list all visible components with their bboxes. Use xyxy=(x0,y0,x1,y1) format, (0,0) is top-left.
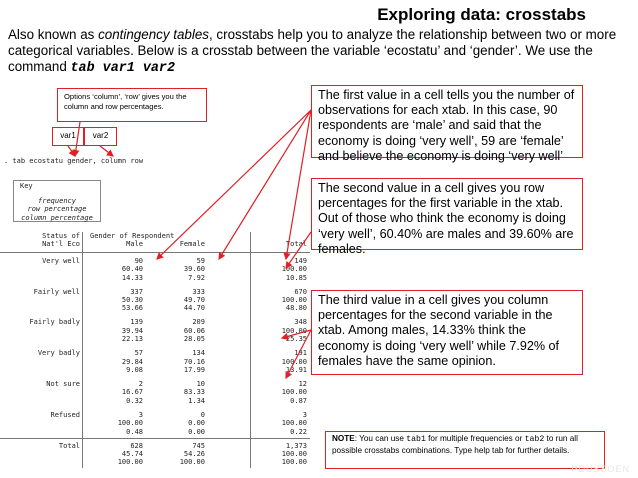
crosstab-cell: 45.74 xyxy=(121,450,143,458)
crosstab-cell: 10 xyxy=(196,380,205,388)
crosstab-cell: 10.85 xyxy=(285,273,307,282)
crosstab-cell: 100.00 xyxy=(281,357,307,366)
crosstab-cell: 2 xyxy=(138,380,143,388)
crosstab-cell: 14.33 xyxy=(121,273,143,282)
crosstab-cell: 100.00 xyxy=(281,458,307,467)
page-title: Exploring data: crosstabs xyxy=(377,5,586,24)
crosstab-cell: 134 xyxy=(192,349,205,358)
crosstab-cell: 90 xyxy=(134,256,143,265)
key-column-percentage: column percentage xyxy=(21,213,93,222)
options-arrow xyxy=(75,122,80,156)
crosstab-cell: 9.08 xyxy=(126,366,143,374)
crosstab-cell: 139 xyxy=(130,318,143,327)
crosstab-cell: Very well xyxy=(42,256,80,265)
callout-column-percentage: The third value in a cell gives you column percentages for the second variable in the xtab. Among males, 14.33% think the economy is doing ‘very well’ while 7.92% of females have the same opinion. xyxy=(311,290,583,375)
crosstab-cell: 70.16 xyxy=(183,357,205,366)
crosstab-cell: 670 xyxy=(294,287,307,296)
note-box xyxy=(325,431,605,469)
crosstab-cell: 28.05 xyxy=(183,335,205,344)
crosstab-cell: 60.40 xyxy=(121,265,143,274)
callout-frequency: The first value in a cell tells you the number of observations for each xtab. In this case, 90 respondents are ‘male’ and said that the economy is doing ‘very well’, 59 are ‘female’ and believe the economy is doing ‘very well’ xyxy=(311,85,583,158)
crosstab-cell: 0.32 xyxy=(126,396,143,405)
crosstab-cell: 100.00 xyxy=(281,388,307,397)
crosstab-cell: Female xyxy=(179,240,205,249)
crosstab-cell: 12 xyxy=(298,380,307,388)
crosstab-cell: 54.26 xyxy=(183,450,205,458)
crosstab-cell: 25.35 xyxy=(285,335,307,344)
callout-row-percentage: The second value in a cell gives you row percentages for the first variable in the xtab. Out of those who think the economy is doing ‘very well’, 60.40% are males and 39.60% are females. xyxy=(311,178,583,250)
crosstab-cell: Fairly badly xyxy=(29,318,80,327)
crosstab-cell: 100.00 xyxy=(281,419,307,428)
crosstab-cell: 39.60 xyxy=(183,265,205,274)
crosstab-cell: 100.00 xyxy=(281,326,307,335)
note-tab1-code: tab1 xyxy=(406,435,426,444)
crosstab-cell: Very badly xyxy=(37,349,80,358)
var1-arrow xyxy=(68,146,75,156)
intro-command: tab var1 var2 xyxy=(70,61,175,76)
colpct-arrow xyxy=(282,330,311,338)
crosstab-cell: 49.70 xyxy=(183,296,205,304)
crosstab-cell: 1,373 xyxy=(285,441,307,450)
crosstab-cell: Total xyxy=(285,240,307,249)
colpct-arrow-2 xyxy=(286,330,311,378)
crosstab-cell: 3 xyxy=(302,410,307,419)
crosstab-cell: Status of xyxy=(42,232,80,240)
crosstab-cell: 0.00 xyxy=(188,427,205,436)
crosstab-cell: 83.33 xyxy=(183,388,205,397)
crosstab-cell: 7.92 xyxy=(188,273,205,282)
crosstab-cell: 0.22 xyxy=(290,427,307,436)
var1-label: var1 xyxy=(52,127,84,146)
options-callout: Options ‘column’, ‘row’ gives you the column and row percentages. xyxy=(57,88,207,122)
crosstab-cell: 209 xyxy=(192,318,205,327)
intro-text-2: , crosstabs help you to analyze the relationship between two or more categorical variables. Below is a crosstab between the variable ‘ecostatu’ and ‘gender’. We use the command xyxy=(8,27,617,74)
crosstab-cell: 57 xyxy=(134,349,143,358)
crosstab-cell: 3 xyxy=(138,410,143,419)
var2-label: var2 xyxy=(84,127,117,146)
crosstab-cell: 333 xyxy=(192,287,205,296)
crosstab-cell: 59 xyxy=(196,256,205,265)
crosstab-cell: 39.94 xyxy=(121,326,143,335)
crosstab-cell: 29.84 xyxy=(121,357,143,366)
crosstab-cell: 0.00 xyxy=(188,419,205,428)
crosstab-cell: 745 xyxy=(192,441,205,450)
note-text-2: for multiple frequencies or xyxy=(425,434,525,443)
crosstab-cell: 53.66 xyxy=(121,304,143,313)
crosstab-cell: 16.67 xyxy=(121,388,143,397)
crosstab-cell: 191 xyxy=(294,349,307,358)
crosstab-cell: Not sure xyxy=(46,380,80,388)
crosstab-cell: 100.00 xyxy=(117,458,143,467)
crosstab-cell: Total xyxy=(58,441,80,450)
crosstab-cell: 13.91 xyxy=(285,366,307,374)
crosstab-cell: 149 xyxy=(294,256,307,265)
key-frequency: frequency xyxy=(38,197,76,205)
crosstab-cell: 100.00 xyxy=(179,458,205,467)
note-label: NOTE xyxy=(332,434,355,443)
crosstab-cell: 22.13 xyxy=(121,335,143,344)
crosstab-cell: 60.06 xyxy=(183,326,205,335)
crosstab-cell: Male xyxy=(126,240,143,249)
crosstab-cell: Nat'l Eco xyxy=(42,240,80,249)
crosstab-cell: Refused xyxy=(50,410,80,419)
watermark: PDUSSOEN xyxy=(571,464,630,474)
command-line: . tab ecostatu gender, column row xyxy=(4,157,144,165)
crosstab-cell: 50.30 xyxy=(121,296,143,304)
count-arrow-male xyxy=(157,110,311,259)
crosstab-cell: Fairly well xyxy=(33,287,80,296)
key-title: Key xyxy=(20,182,33,190)
crosstab-cell: 0.87 xyxy=(290,396,307,405)
crosstab-cell: 1.34 xyxy=(188,396,205,405)
crosstab-cell: 348 xyxy=(294,318,307,327)
crosstab-cell: 0 xyxy=(200,410,205,419)
intro-emphasis: contingency tables xyxy=(98,27,209,42)
crosstab-cell: 17.99 xyxy=(183,366,205,374)
crosstab-cell: 100.00 xyxy=(281,265,307,274)
crosstab-cell: 48.80 xyxy=(285,304,307,313)
crosstab-cell: 100.00 xyxy=(281,450,307,458)
key-row-percentage: row percentage xyxy=(27,205,87,214)
column-variable-label: Gender of Respondent xyxy=(90,232,175,240)
intro-text-1: Also known as xyxy=(8,27,99,42)
crosstab-cell: 0.48 xyxy=(126,427,143,436)
note-tab2-code: tab2 xyxy=(524,435,545,444)
var2-arrow xyxy=(100,146,113,156)
crosstab-cell: 44.70 xyxy=(183,304,205,313)
count-arrow-female xyxy=(219,110,311,259)
note-text-1: : You can use xyxy=(354,434,407,443)
crosstab-cell: 100.00 xyxy=(117,419,143,428)
note-text-3: to run all possible crosstabs combinations. Type help tab for further details. xyxy=(332,434,578,455)
crosstab-cell: 628 xyxy=(130,441,143,450)
crosstab-cell: 337 xyxy=(130,287,143,296)
crosstab-cell: 100.00 xyxy=(281,296,307,304)
